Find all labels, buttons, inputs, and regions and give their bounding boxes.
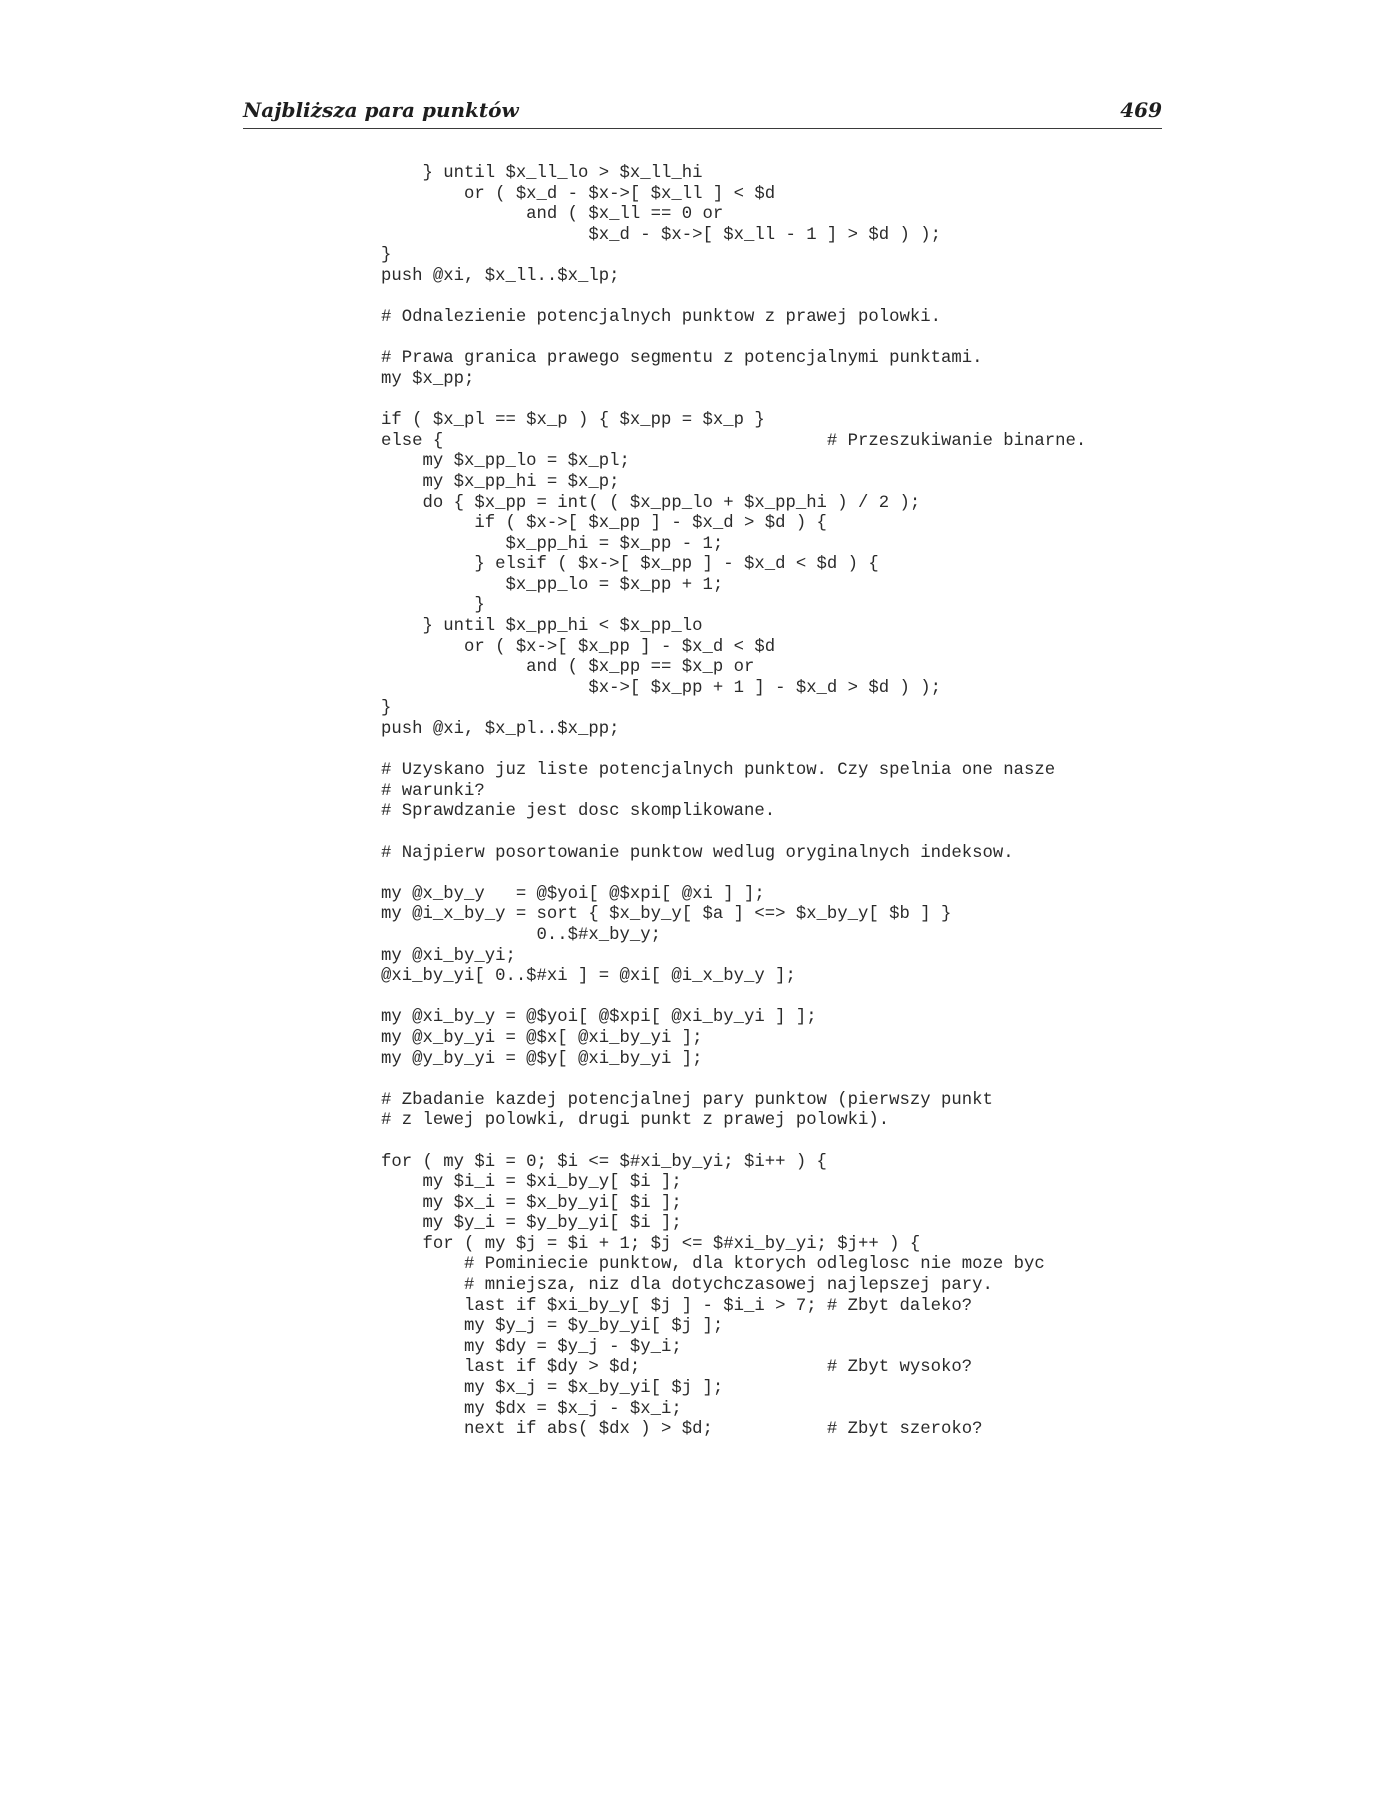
code-line: my $x_pp; (381, 369, 475, 389)
code-line: } (381, 699, 392, 719)
code-line (381, 1132, 1086, 1153)
code-line: my $y_i = $y_by_yi[ $i ]; (381, 1214, 682, 1234)
code-line: my @i_x_by_y = sort { $x_by_y[ $a ] <=> $x_by_y[ $b ] } (381, 905, 952, 925)
code-line: for ( my $i = 0; $i <= $#xi_by_yi; $i++ ) { (381, 1152, 827, 1172)
code-line: push @xi, $x_ll..$x_lp; (381, 266, 620, 286)
code-line: # Zbadanie kazdej potencjalnej pary punktow (pierwszy punkt (381, 1090, 993, 1110)
code-line: # Prawa granica prawego segmentu z potencjalnymi punktami. (381, 349, 983, 369)
code-line: } until $x_ll_lo > $x_ll_hi (381, 164, 703, 183)
code-line: last if $dy > $d; # Zbyt wysoko? (381, 1358, 973, 1378)
code-line: my @x_by_yi = @$x[ @xi_by_yi ]; (381, 1028, 703, 1048)
code-line (381, 329, 1086, 350)
code-line: @xi_by_yi[ 0..$#xi ] = @xi[ @i_x_by_y ]; (381, 967, 796, 987)
code-line (381, 823, 1086, 844)
code-line (381, 288, 1086, 309)
code-line: } (381, 596, 485, 616)
code-line: my $y_j = $y_by_yi[ $j ]; (381, 1317, 724, 1337)
code-line: if ( $x->[ $x_pp ] - $x_d > $d ) { (381, 514, 827, 534)
code-line: my @xi_by_yi; (381, 946, 516, 966)
code-line: my @y_by_yi = @$y[ @xi_by_yi ]; (381, 1049, 703, 1069)
code-line: my $x_j = $x_by_yi[ $j ]; (381, 1379, 724, 1399)
code-line: my $x_pp_hi = $x_p; (381, 472, 620, 492)
code-line (381, 864, 1086, 885)
code-line (381, 391, 1086, 412)
code-line: my @xi_by_y = @$yoi[ @$xpi[ @xi_by_yi ] ]; (381, 1008, 817, 1028)
code-line: and ( $x_ll == 0 or (381, 205, 724, 225)
code-line: } (381, 246, 392, 266)
code-line: my $dx = $x_j - $x_i; (381, 1399, 682, 1419)
code-line: $x->[ $x_pp + 1 ] - $x_d > $d ) ); (381, 678, 942, 698)
code-line: my $dy = $y_j - $y_i; (381, 1337, 682, 1357)
code-line: my $i_i = $xi_by_y[ $i ]; (381, 1173, 682, 1193)
code-line: # warunki? (381, 781, 485, 801)
code-line: or ( $x->[ $x_pp ] - $x_d < $d (381, 637, 776, 657)
code-line: # Uzyskano juz liste potencjalnych punktow. Czy spelnia one nasze (381, 761, 1056, 781)
running-title: Najbliższa para punktów (243, 98, 519, 122)
code-line: } elsif ( $x->[ $x_pp ] - $x_d < $d ) { (381, 555, 879, 575)
code-line: and ( $x_pp == $x_p or (381, 658, 755, 678)
code-line: my $x_pp_lo = $x_pl; (381, 452, 630, 472)
code-line: 0..$#x_by_y; (381, 925, 662, 945)
code-line: else { # Przeszukiwanie binarne. (381, 431, 1087, 451)
code-line: # Odnalezienie potencjalnych punktow z prawej polowki. (381, 308, 942, 328)
code-line: if ( $x_pl == $x_p ) { $x_pp = $x_p } (381, 411, 765, 431)
code-line: last if $xi_by_y[ $j ] - $i_i > 7; # Zbyt daleko? (381, 1296, 973, 1316)
code-line: or ( $x_d - $x->[ $x_ll ] < $d (381, 184, 776, 204)
code-line: $x_pp_hi = $x_pp - 1; (381, 534, 724, 554)
code-line: do { $x_pp = int( ( $x_pp_lo + $x_pp_hi ) / 2 ); (381, 493, 921, 513)
code-line (381, 1070, 1086, 1091)
code-line: # Sprawdzanie jest dosc skomplikowane. (381, 802, 776, 822)
code-line: $x_d - $x->[ $x_ll - 1 ] > $d ) ); (381, 225, 942, 245)
page-header (243, 96, 1162, 129)
code-line: my $x_i = $x_by_yi[ $i ]; (381, 1193, 682, 1213)
page-number: 469 (1120, 98, 1162, 122)
code-line: # Pominiecie punktow, dla ktorych odleglosc nie moze byc (381, 1255, 1045, 1275)
code-line: # Najpierw posortowanie punktow wedlug oryginalnych indeksow. (381, 843, 1014, 863)
code-line: $x_pp_lo = $x_pp + 1; (381, 575, 724, 595)
code-line: } until $x_pp_hi < $x_pp_lo (381, 617, 703, 637)
code-line: for ( my $j = $i + 1; $j <= $#xi_by_yi; $j++ ) { (381, 1234, 921, 1254)
code-line: # z lewej polowki, drugi punkt z prawej polowki). (381, 1111, 890, 1131)
code-line (381, 988, 1086, 1009)
code-line: next if abs( $dx ) > $d; # Zbyt szeroko? (381, 1420, 983, 1440)
code-line: push @xi, $x_pl..$x_pp; (381, 720, 620, 740)
code-line: my @x_by_y = @$yoi[ @$xpi[ @xi ] ]; (381, 884, 765, 904)
code-line (381, 741, 1086, 762)
code-line: # mniejsza, niz dla dotychczasowej najlepszej pary. (381, 1276, 993, 1296)
code-listing (381, 164, 1086, 1441)
